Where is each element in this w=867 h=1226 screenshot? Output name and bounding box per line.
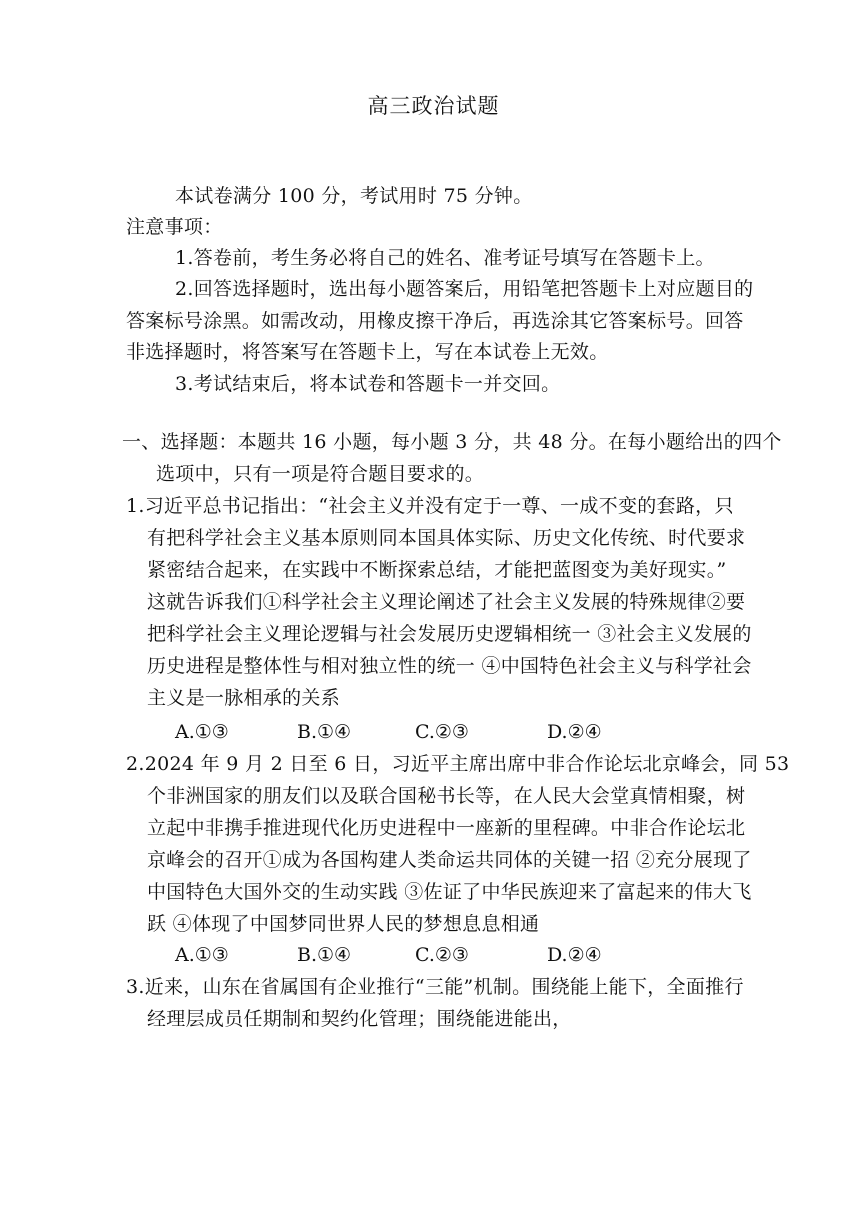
q2-line: 2.2024 年 9 月 2 日至 6 日，习近平主席出席中非合作论坛北京峰会，同 53 — [126, 753, 790, 775]
q1-line: 紧密结合起来，在实践中不断探索总结，才能把蓝图变为美好现实。” — [147, 559, 727, 581]
note-1: 1.答卷前，考生务必将自己的姓名、准考证号填写在答题卡上。 — [175, 247, 715, 269]
note-2-line-2: 答案标号涂黑。如需改动，用橡皮擦干净后，再选涂其它答案标号。回答 — [126, 310, 744, 332]
section-heading-line-1: 一、选择题：本题共 16 小题，每小题 3 分，共 48 分。在每小题给出的四个 — [122, 431, 782, 453]
q2-options — [0, 943, 867, 967]
q1-option-c[interactable]: C.②③ — [415, 721, 469, 743]
q1-option-d[interactable]: D.②④ — [547, 721, 602, 743]
q1-option-b[interactable]: B.①④ — [297, 721, 352, 743]
q2-line: 跃 ④体现了中国梦同世界人民的梦想息息相通 — [147, 913, 540, 935]
q2-option-d[interactable]: D.②④ — [547, 944, 602, 966]
section-heading-line-2: 选项中，只有一项是符合题目要求的。 — [156, 463, 485, 485]
q1-option-a[interactable]: A.①③ — [175, 721, 229, 743]
q2-line: 立起中非携手推进现代化历史进程中一座新的里程碑。中非合作论坛北 — [147, 817, 746, 839]
note-2-line-1: 2.回答选择题时，选出每小题答案后，用铅笔把答题卡上对应题目的 — [175, 278, 754, 300]
q1-line: 把科学社会主义理论逻辑与社会发展历史逻辑相统一 ③社会主义发展的 — [147, 623, 752, 645]
q2-line: 中国特色大国外交的生动实践 ③佐证了中华民族迎来了富起来的伟大飞 — [147, 881, 752, 903]
exam-intro: 本试卷满分 100 分，考试用时 75 分钟。 — [175, 185, 533, 207]
q2-option-c[interactable]: C.②③ — [415, 944, 469, 966]
note-3: 3.考试结束后，将本试卷和答题卡一并交回。 — [175, 373, 561, 395]
notes-heading: 注意事项： — [126, 216, 223, 238]
q2-line: 个非洲国家的朋友们以及联合国秘书长等，在人民大会堂真情相聚，树 — [147, 785, 746, 807]
q1-options — [0, 720, 867, 744]
q3-line: 经理层成员任期制和契约化管理；围绕能进能出， — [147, 1008, 572, 1030]
page-title: 高三政治试题 — [367, 94, 500, 118]
note-2-line-3: 非选择题时，将答案写在答题卡上，写在本试卷上无效。 — [126, 341, 609, 363]
q2-option-a[interactable]: A.①③ — [175, 944, 229, 966]
q2-line: 京峰会的召开①成为各国构建人类命运共同体的关键一招 ②充分展现了 — [147, 849, 752, 871]
q1-line: 历史进程是整体性与相对独立性的统一 ④中国特色社会主义与科学社会 — [147, 655, 752, 677]
q2-option-b[interactable]: B.①④ — [297, 944, 352, 966]
q1-line: 有把科学社会主义基本原则同本国具体实际、历史文化传统、时代要求 — [147, 527, 746, 549]
q3-line: 3.近来，山东在省属国有企业推行“三能”机制。围绕能上能下，全面推行 — [126, 976, 744, 998]
q1-line: 主义是一脉相承的关系 — [147, 687, 341, 709]
q1-line: 这就告诉我们①科学社会主义理论阐述了社会主义发展的特殊规律②要 — [147, 591, 746, 613]
q1-line: 1.习近平总书记指出：“社会主义并没有定于一尊、一成不变的套路，只 — [126, 495, 734, 517]
